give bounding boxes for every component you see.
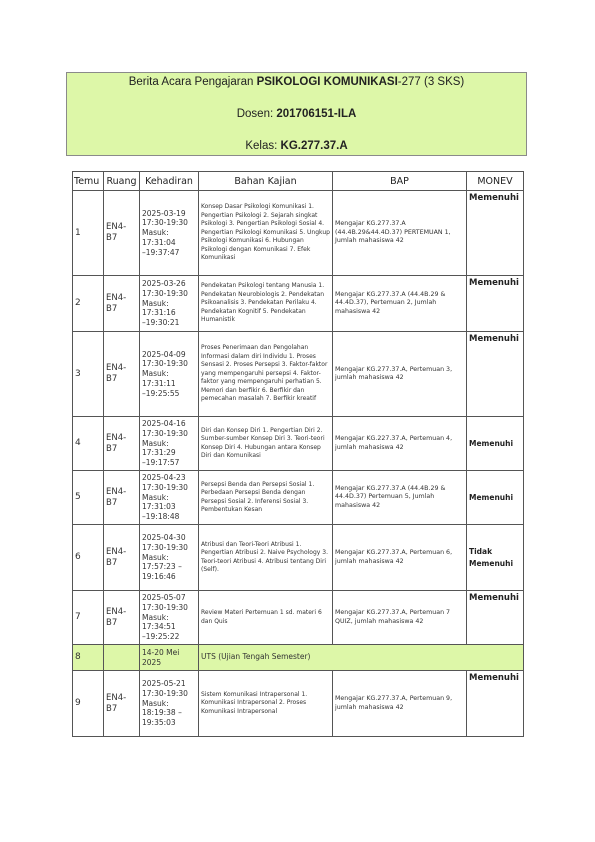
table-row [73, 191, 524, 276]
cell-bahan: Sistem Komunikasi Intrapersonal 1. Komunikasi Intrapersonal 2. Proses Komunikasi Intrapersonal [199, 671, 333, 737]
cell-ruang: EN4- B7 [104, 417, 140, 471]
table-row [73, 591, 524, 645]
cell-bahan: Review Materi Pertemuan 1 sd. materi 6 dan Quis [199, 591, 333, 645]
table-row [73, 417, 524, 471]
cell-bahan: Konsep Dasar Psikologi Komunikasi 1. Pengertian Psikologi 2. Sejarah singkat Psikologi 3. Pengertian Psikologi Sosial 4. Pengertian Psikologi Komunikasi 5. Ungkup Psikologi Komunikasi 6. Hubungan Psikologi dengan Komunikasi 7. Efek Komunikasi [199, 191, 333, 276]
kelas-label: Kelas: [245, 140, 281, 152]
cell-kehadiran: 2025-05-07 17:30-19:30 Masuk: 17:34:51 –19:25:22 [140, 591, 199, 645]
cell-monev: Memenuhi [467, 471, 524, 525]
attendance-table [72, 171, 524, 737]
cell-temu: 6 [73, 525, 104, 591]
cell-monev: Memenuhi [467, 591, 524, 645]
cell-temu: 9 [73, 671, 104, 737]
cell-monev: Memenuhi [467, 332, 524, 417]
cell-ruang: EN4- B7 [104, 332, 140, 417]
title-suffix: -277 (3 SKS) [397, 76, 465, 88]
cell-temu: 4 [73, 417, 104, 471]
cell-monev: Memenuhi [467, 276, 524, 332]
cell-uts: UTS (Ujian Tengah Semester) [199, 645, 524, 671]
cell-bap: Mengajar KG.277.37.A, Pertemuan 6, jumlah mahasiswa 42 [333, 525, 467, 591]
cell-temu: 8 [73, 645, 104, 671]
col-header-ruang: Ruang [104, 172, 140, 191]
cell-bap: Mengajar KG.277.37.A, Pertemuan 9, jumlah mahasiswa 42 [333, 671, 467, 737]
col-header-kehadiran: Kehadiran [140, 172, 199, 191]
table-row [73, 525, 524, 591]
cell-bahan: Atribusi dan Teori-Teori Atribusi 1. Pengertian Atribusi 2. Naive Psychology 3. Teori-teori Atribusi 4. Atribusi tentang Diri (Self). [199, 525, 333, 591]
class-line [67, 140, 526, 152]
col-header-bahan: Bahan Kajian [199, 172, 333, 191]
cell-kehadiran: 2025-03-19 17:30-19:30 Masuk: 17:31:04 –19:37:47 [140, 191, 199, 276]
cell-ruang: EN4- B7 [104, 671, 140, 737]
cell-ruang: EN4- B7 [104, 525, 140, 591]
dosen-suffix: -ILA [333, 108, 357, 120]
cell-temu: 2 [73, 276, 104, 332]
cell-kehadiran: 2025-04-16 17:30-19:30 Masuk: 17:31:29 –19:17:57 [140, 417, 199, 471]
cell-ruang: EN4- B7 [104, 591, 140, 645]
table-row [73, 671, 524, 737]
cell-monev: Tidak Memenuhi [467, 525, 524, 591]
cell-temu: 3 [73, 332, 104, 417]
col-header-bap: BAP [333, 172, 467, 191]
dosen-id: 201706151 [276, 108, 334, 120]
cell-ruang-empty [104, 645, 140, 671]
cell-bap: Mengajar KG.277.37.A (44.4B.29&44.4D.37) PERTEMUAN 1, Jumlah mahasiswa 42 [333, 191, 467, 276]
cell-kehadiran: 2025-03-26 17:30-19:30 Masuk: 17:31:16 –19:30:21 [140, 276, 199, 332]
table-row-uts [73, 645, 524, 671]
cell-kehadiran: 14-20 Mei 2025 [140, 645, 199, 671]
cell-bap: Mengajar KG.227.37.A, Pertemuan 4, jumlah mahasiswa 42 [333, 417, 467, 471]
cell-kehadiran: 2025-04-23 17:30-19:30 Masuk: 17:31:03 –19:18:48 [140, 471, 199, 525]
cell-bap: Mengajar KG.277.37.A (44.4B.29 & 44.4D.37), Pertemuan 2, Jumlah mahasiswa 42 [333, 276, 467, 332]
cell-bahan: Persepsi Benda dan Persepsi Sosial 1. Perbedaan Persepsi Benda dengan Persepsi Sosial 2. Inferensi Sosial 3. Pembentukan Kesan [199, 471, 333, 525]
cell-monev: Memenuhi [467, 671, 524, 737]
col-header-monev: MONEV [467, 172, 524, 191]
cell-bahan: Diri dan Konsep Diri 1. Pengertian Diri 2. Sumber-sumber Konsep Diri 3. Teori-teori Konsep Diri 4. Hubungan antara Konsep Diri dan Komunikasi [199, 417, 333, 471]
cell-temu: 1 [73, 191, 104, 276]
cell-ruang: EN4- B7 [104, 276, 140, 332]
table-row [73, 276, 524, 332]
cell-monev: Memenuhi [467, 191, 524, 276]
cell-kehadiran: 2025-04-09 17:30-19:30 Masuk: 17:31:11 –19:25:55 [140, 332, 199, 417]
table-header-row [73, 172, 524, 191]
cell-kehadiran: 2025-04-30 17:30-19:30 Masuk: 17:57:23 – 19:16:46 [140, 525, 199, 591]
cell-bap: Mengajar KG.277.37.A, Pertemuan 7 QUIZ, jumlah mahasiswa 42 [333, 591, 467, 645]
dosen-label: Dosen: [236, 108, 277, 120]
cell-bap: Mengajar KG.277.37.A (44.4B.29 & 44.4D.37) Pertemuan 5, Jumlah mahasiswa 42 [333, 471, 467, 525]
lecturer-line [67, 108, 526, 120]
cell-bahan: Pendekatan Psikologi tentang Manusia 1. Pendekatan Neurobiologis 2. Pendekatan Psikoanalisis 3. Pendekatan Perilaku 4. Pendekatan Kognitif 5. Pendekatan Humanistik [199, 276, 333, 332]
cell-bahan: Proses Penerimaan dan Pengolahan Informasi dalam diri Individu 1. Proses Sensasi 2. Proses Persepsi 3. Faktor-faktor yang mempengaruhi persepsi 4. Faktor-faktor yang mempengaruhi perhatian 5. Memori dan berfikir 6. Berfikir dan pemecahan masalah 7. Berfikir kreatif [199, 332, 333, 417]
table-row [73, 471, 524, 525]
title-prefix: Berita Acara Pengajaran [128, 76, 257, 88]
cell-ruang: EN4- B7 [104, 191, 140, 276]
col-header-temu: Temu [73, 172, 104, 191]
report-header [66, 72, 527, 156]
report-title [67, 76, 526, 88]
cell-monev: Memenuhi [467, 417, 524, 471]
cell-ruang: EN4- B7 [104, 471, 140, 525]
course-name: PSIKOLOGI KOMUNIKASI [256, 76, 398, 88]
cell-kehadiran: 2025-05-21 17:30-19:30 Masuk: 18:19:38 – 19:35:03 [140, 671, 199, 737]
kelas-value: KG.277.37.A [280, 140, 348, 152]
cell-temu: 5 [73, 471, 104, 525]
cell-temu: 7 [73, 591, 104, 645]
table-row [73, 332, 524, 417]
cell-bap: Mengajar KG.277.37.A, Pertemuan 3, jumlah mahasiswa 42 [333, 332, 467, 417]
